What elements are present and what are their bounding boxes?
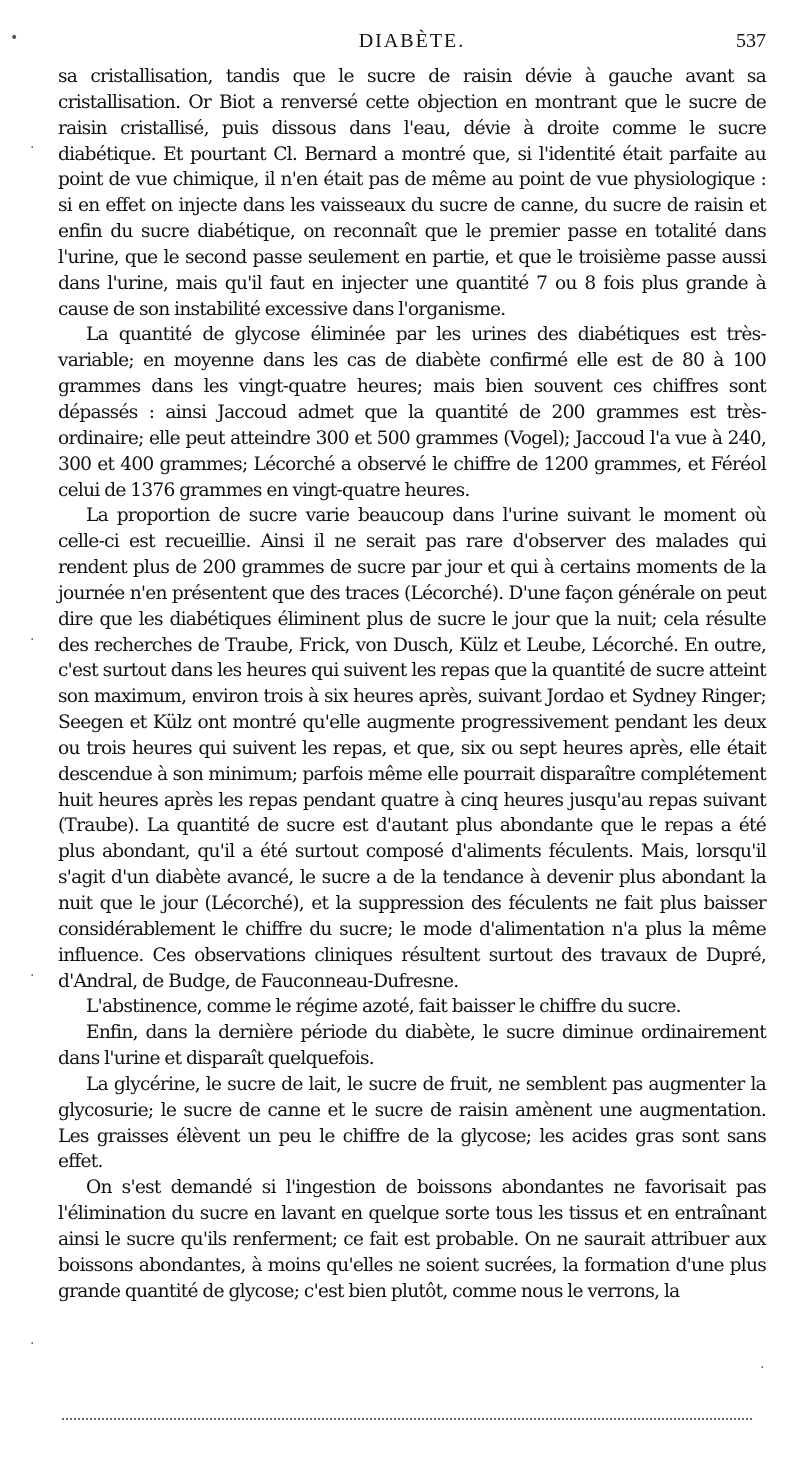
margin-speck: • [10, 30, 19, 46]
paragraph-1: sa cristallisation, tandis que le sucre de raisin dévie à gauche avant sa cristallisation. Or Biot a renversé cette objection en montrant que le sucre de raisin cristallisé, puis dissous dans l'eau, dévie à droite comme le sucre diabétique. Et pourtant Cl. Bernard a montré que, si l'identité était parfaite au point de vue chimique, il n'en était pas de même au point de vue physiologique : si en effet on injecte dans les vaisseaux du sucre de canne, du sucre de raisin et enfin du sucre diabétique, on reconnaît que le premier passe en totalité dans l'urine, que le second passe seulement en partie, et que le troisième passe aussi dans l'urine, mais qu'il faut en injecter une quantité 7 ou 8 fois plus grande à cause de son instabilité excessive dans l'organisme. [58, 66, 766, 320]
body-text [58, 64, 766, 1305]
margin-speck: · [760, 1360, 765, 1376]
margin-speck: · [30, 968, 35, 984]
margin-speck: · [30, 1336, 35, 1352]
margin-speck: · [30, 632, 35, 648]
paragraph-5: Enfin, dans la dernière période du diabète, le sucre diminue ordinairement dans l'urine et disparaît quelquefois. [58, 1022, 766, 1070]
running-title: DIABÈTE. [358, 30, 466, 52]
paragraph-6: La glycérine, le sucre de lait, le sucre de fruit, ne semblent pas augmenter la glycosurie; le sucre de canne et le sucre de raisin amènent une augmentation. Les graisses élèvent un peu le chiffre de la glycose; les acides gras sont sans effet. [58, 1073, 766, 1173]
page-number: 537 [736, 30, 766, 52]
margin-speck: · [30, 140, 35, 156]
bottom-dotted-rule [62, 1418, 752, 1420]
paragraph-3: La proportion de sucre varie beaucoup dans l'urine suivant le moment où celle-ci est recueillie. Ainsi il ne serait pas rare d'observer des malades qui rendent plus de 200 grammes de sucre par jour et qui à certains moments de la journée n'en présentent que des traces (Lécorché). D'une façon générale on peut dire que les diabétiques éliminent plus de sucre le jour que la nuit; cela résulte des recherches de Traube, Frick, von Dusch, Külz et Leube, Lécorché. En outre, c'est surtout dans les heures qui suivent les repas que la quantité de sucre atteint son maximum, environ trois à six heures après, suivant Jordao et Sydney Ringer; Seegen et Külz ont montré qu'elle augmente progressivement pendant les deux ou trois heures qui suivent les repas, et que, six ou sept heures après, elle était descendue à son minimum; parfois même elle pourrait disparaître complétement huit heures après les repas pendant quatre à cinq heures jusqu'au repas suivant (Traube). La quantité de sucre est d'autant plus abondante que le repas a été plus abondant, qu'il a été surtout composé d'aliments féculents. Mais, lorsqu'il s'agit d'un diabète avancé, le sucre a de la tendance à devenir plus abondant la nuit que le jour (Lécorché), et la suppression des féculents ne fait plus baisser considérablement le chiffre du sucre; le mode d'alimentation n'a plus la même influence. Ces observations cliniques résultent surtout des travaux de Dupré, d'Andral, de Budge, de Fauconneau-Dufresne. [58, 505, 766, 992]
page-header [58, 30, 766, 54]
paragraph-4: L'abstinence, comme le régime azoté, fait baisser le chiffre du sucre. [86, 996, 681, 1018]
paragraph-7: On s'est demandé si l'ingestion de boissons abondantes ne favorisait pas l'élimination du sucre en lavant en quelque sorte tous les tissus et en entraînant ainsi le sucre qu'ils renferment; ce fait est probable. On ne saurait attribuer aux boissons abondantes, à moins qu'elles ne soient sucrées, la formation d'une plus grande quantité de glycose; c'est bien plutôt, comme nous le verrons, la [58, 1177, 766, 1302]
paragraph-2: La quantité de glycose éliminée par les urines des diabétiques est très-variable; en moyenne dans les cas de diabète confirmé elle est de 80 à 100 grammes dans les vingt-quatre heures; mais bien souvent ces chiffres sont dépassés : ainsi Jaccoud admet que la quantité de 200 grammes est très-ordinaire; elle peut atteindre 300 et 500 grammes (Vogel); Jaccoud l'a vue à 240, 300 et 400 grammes; Lécorché a observé le chiffre de 1200 grammes, et Féréol celui de 1376 grammes en vingt-quatre heures. [58, 324, 766, 501]
